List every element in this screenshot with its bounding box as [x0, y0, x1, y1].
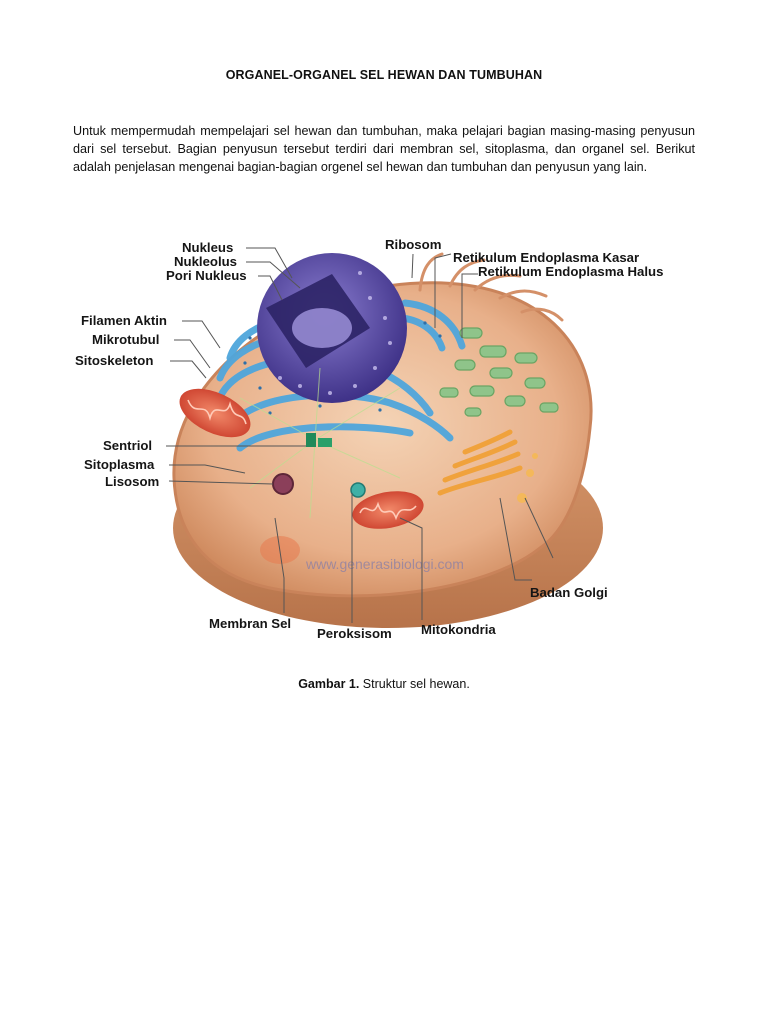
label-sitoplasma: Sitoplasma [84, 457, 155, 472]
label-filamen-aktin: Filamen Aktin [81, 313, 167, 328]
label-lisosom: Lisosom [105, 474, 160, 489]
label-retikulum-endoplasma-kasar: Retikulum Endoplasma Kasar [453, 250, 640, 265]
animal-cell-figure [70, 228, 700, 674]
caption-text: Struktur sel hewan. [359, 677, 470, 691]
caption-label: Gambar 1. [298, 677, 360, 691]
label-ribosom: Ribosom [385, 237, 442, 252]
intro-paragraph: Untuk mempermudah mempelajari sel hewan dan tumbuhan, maka pelajari bagian masing-masing penyusun dari sel tersebut. Bagian penyusun tersebut terdiri dari membran sel, sitoplasma, dan organel sel. Berikut adalah penjelasan mengenai bagian-bagian orgenel sel hewan dan tumbuhan dan penyusun yang lain. [73, 124, 695, 174]
label-sitoskeleton: Sitoskeleton [75, 353, 154, 368]
label-nukleolus: Nukleolus [174, 254, 238, 269]
label-pori-nukleus: Pori Nukleus [166, 268, 247, 283]
document-title: ORGANEL-ORGANEL SEL HEWAN DAN TUMBUHAN [225, 68, 543, 82]
nucleolus [292, 308, 352, 348]
animal-cell-illustration [70, 228, 700, 674]
nucleus [257, 253, 407, 403]
label-mikrotubul: Mikrotubul [92, 332, 160, 347]
label-mitokondria: Mitokondria [421, 622, 496, 637]
watermark: www.generasibiologi.com [306, 556, 464, 572]
label-sentriol: Sentriol [103, 438, 153, 453]
label-nukleus: Nukleus [182, 240, 234, 255]
label-retikulum-endoplasma-halus: Retikulum Endoplasma Halus [478, 264, 664, 279]
lysosome [273, 474, 293, 494]
label-membran-sel: Membran Sel [209, 616, 292, 631]
label-peroksisom: Peroksisom [317, 626, 392, 641]
peroxisome [351, 483, 365, 497]
figure-caption [0, 677, 768, 691]
label-badan-golgi: Badan Golgi [530, 585, 608, 600]
